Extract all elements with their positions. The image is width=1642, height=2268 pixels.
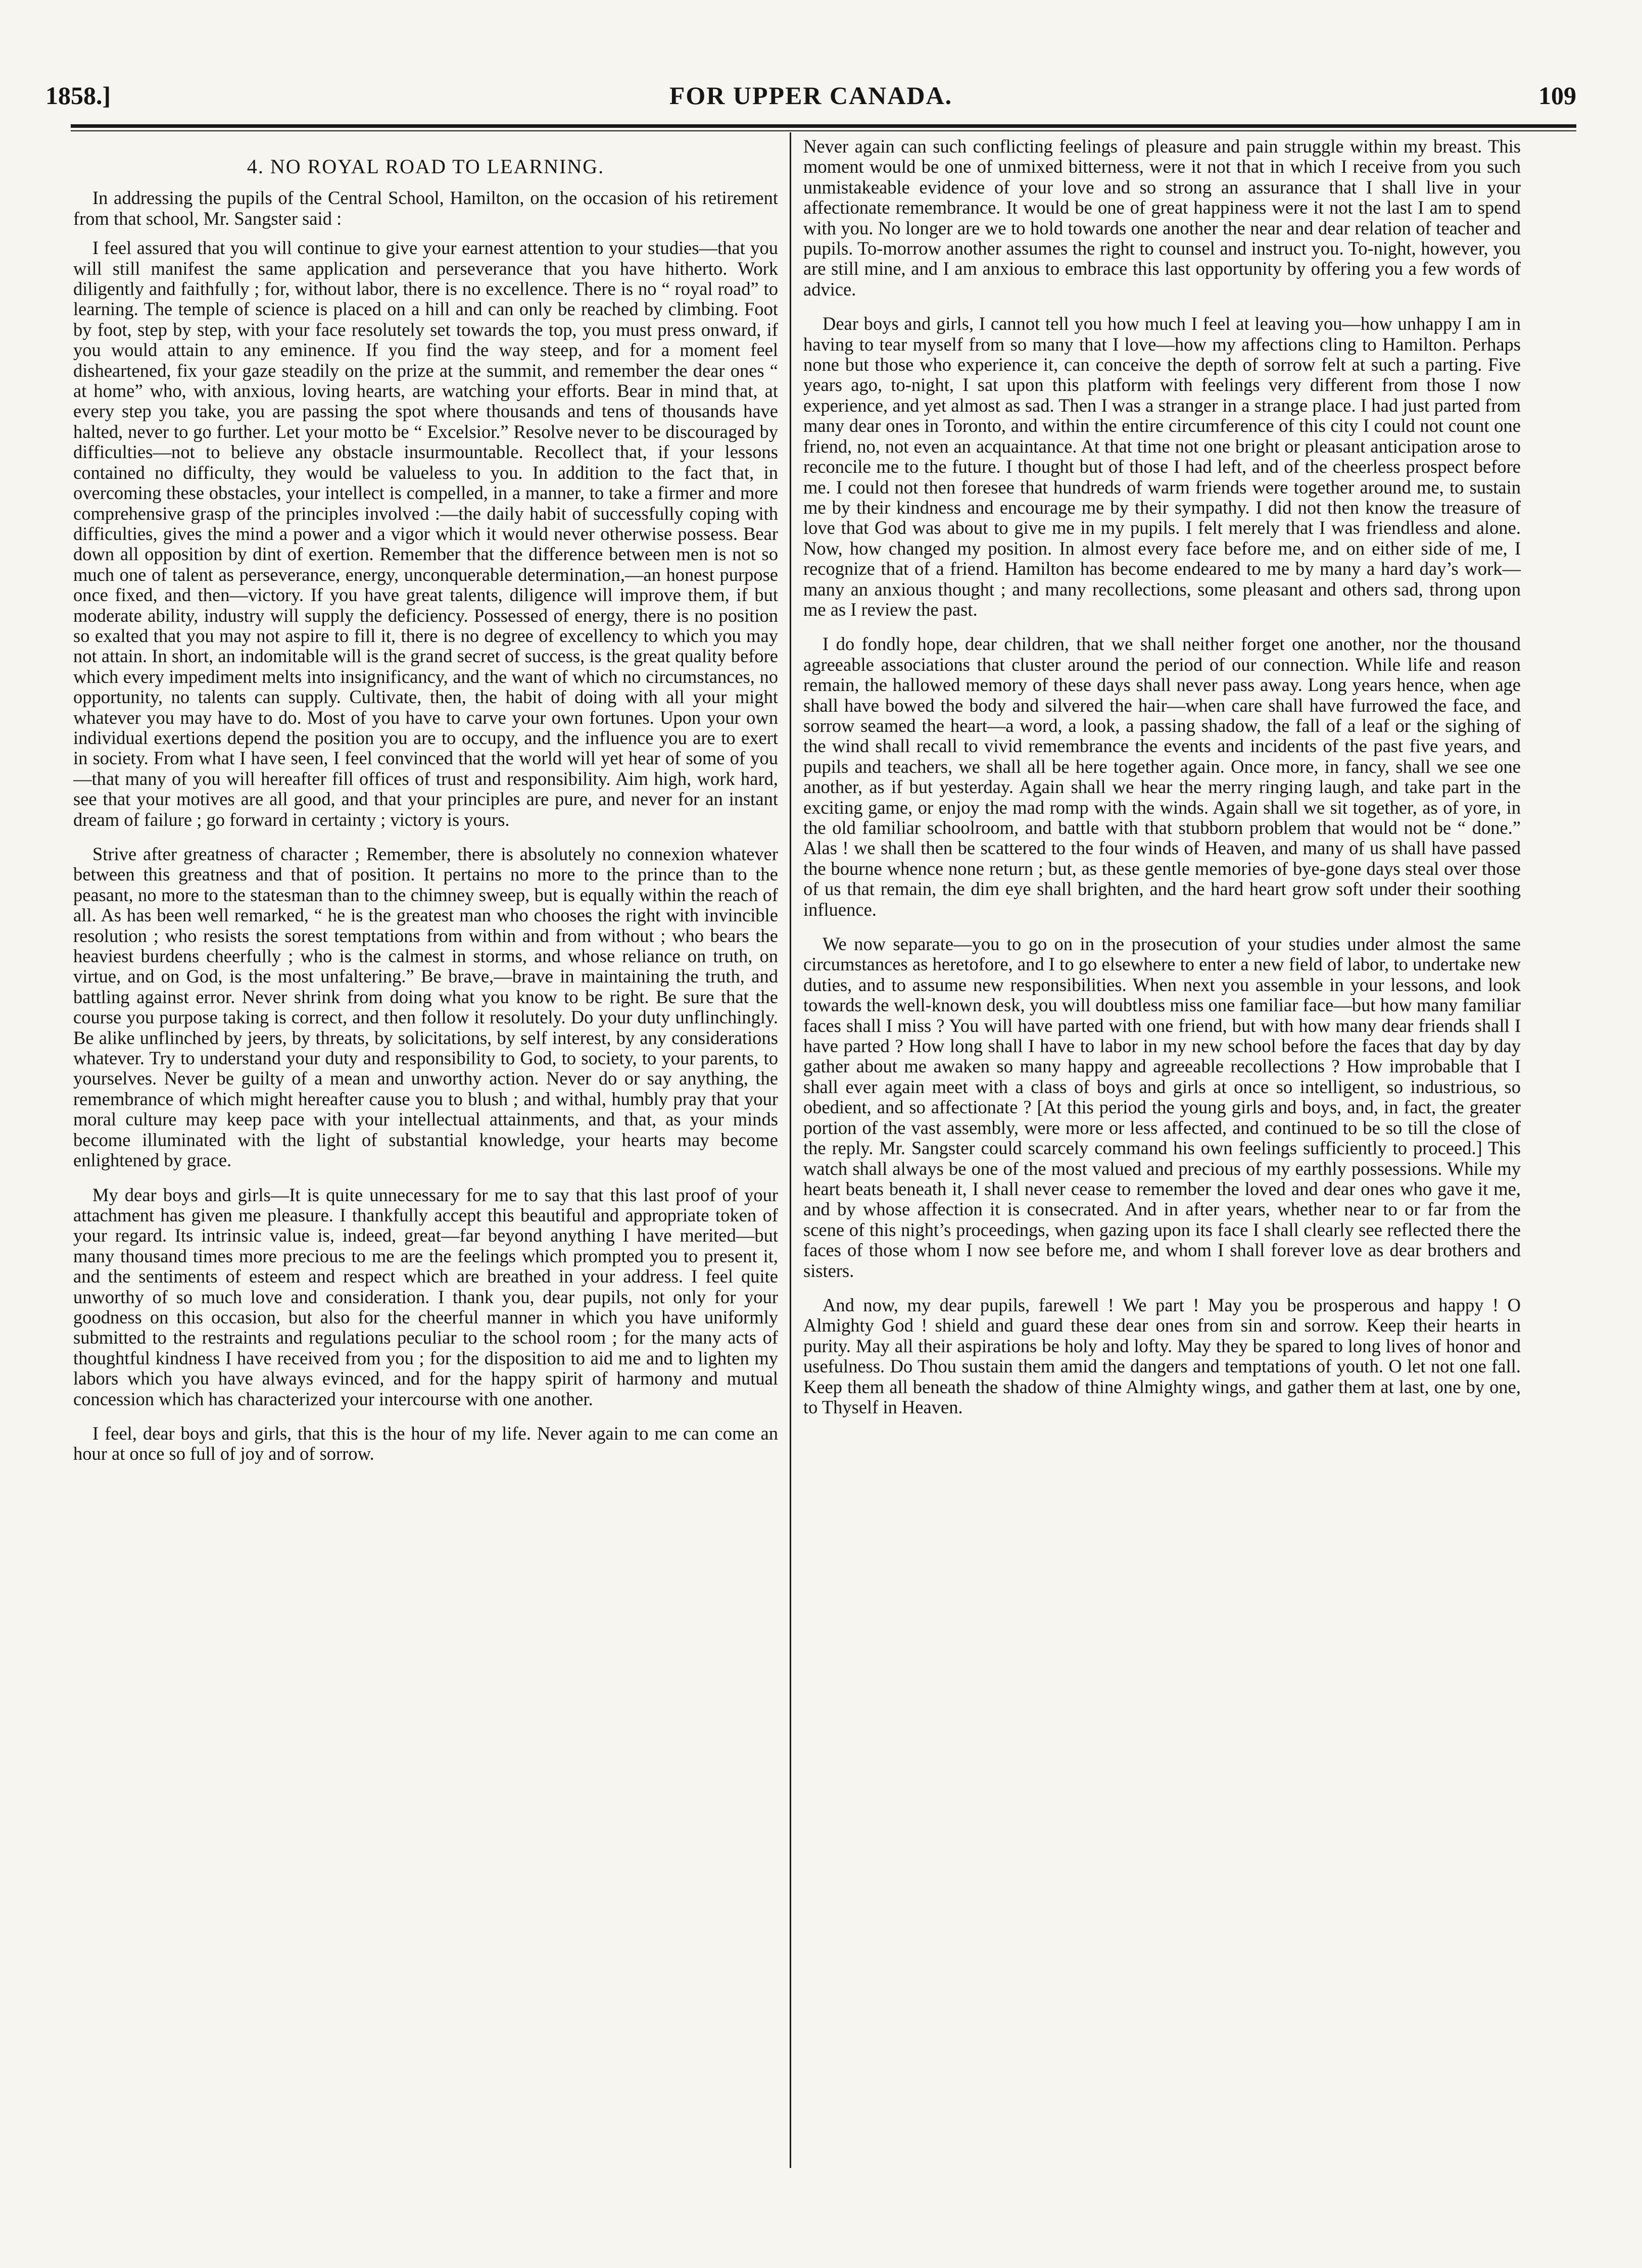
header-title: FOR UPPER CANADA. <box>669 81 953 110</box>
left-column <box>73 136 778 2197</box>
page-header <box>45 81 1576 121</box>
right-column <box>803 136 1521 2187</box>
page-number: 109 <box>1538 81 1576 110</box>
column-separator <box>790 132 791 2168</box>
paragraph: I feel assured that you will continue to give your earnest attention to your studies—that you will still manifest the same application and perseverance that you have hitherto. Work diligently and faithfully ; for, without labor, there is no excellence. There is no “ royal road” to learning. The temple of science is placed on a hill and can only be reached by climbing. Foot by foot, step by step, with your face resolutely set towards the top, you must press onward, if you would attain to any eminence. If you find the way steep, and for a moment feel disheartened, fix your gaze steadily on the prize at the summit, and remember the dear ones “ at home” who, with anxious, loving hearts, are watching your efforts. Bear in mind that, at every step you take, you are passing the spot where thousands and tens of thousands have halted, never to go further. Let your motto be “ Excelsior.” Resolve never to be discouraged by difficulties—not to believe any obstacle insurmountable. Recollect that, if your lessons contained no difficulty, they would be valueless to you. In addition to the fact that, in overcoming these obstacles, your intellect is compelled, in a manner, to take a firmer and more comprehensive grasp of the principles involved :—the daily habit of successfully coping with difficulties, gives the mind a power and a vigor which it would never otherwise possess. Bear down all opposition by dint of exertion. Remember that the difference between men is not so much one of talent as perseverance, energy, unconquerable determination,—an honest purpose once fixed, and then—victory. If you have great talents, diligence will improve them, if but moderate ability, industry will supply the deficiency. Possessed of energy, there is no position so exalted that you may not aspire to fill it, there is no degree of excellency to which you may not attain. In short, an indomitable will is the grand secret of success, is the great quality before which every impediment melts into insignificancy, and the want of which no circumstances, no opportunity, no talents can supply. Cultivate, then, the habit of doing with all your might whatever you may have to do. Most of you have to carve your own fortunes. Upon your own individual exertions depend the position you are to occupy, and the influence you are to exert in society. From what I have seen, I feel convinced that the world will yet hear of some of you—that many of you will hereafter fill offices of trust and responsibility. Aim high, work hard, see that your motives are all good, and that your principles are pure, and never for an instant dream of failure ; go forward in certainty ; victory is yours. <box>73 237 778 830</box>
article-intro: In addressing the pupils of the Central School, Hamilton, on the occasion of his retirement from that school, Mr. Sangster said : <box>73 187 778 229</box>
paragraph: We now separate—you to go on in the prosecution of your studies under almost the same circumstances as heretofore, and I to go elsewhere to enter a new field of labor, to undertake new duties, and to assume new responsibilities. When next you assemble in your lessons, and look towards the well-known desk, you will doubtless miss one familiar face—but how many familiar faces shall I miss ? You will have parted with one friend, but with how many dear friends shall I have parted ? How long shall I have to labor in my new school before the faces that day by day gather about me awaken so many happy and agreeable recollections ? How improbable that I shall ever again meet with a class of boys and girls at once so intelligent, so industrious, so obedient, and so affectionate ? [At this period the young girls and boys, and, in fact, the greater portion of the vast assembly, were more or less affected, and continued to be so till the close of the reply. Mr. Sangster could scarcely command his own feelings sufficiently to proceed.] This watch shall always be one of the most valued and precious of my earthly possessions. While my heart beats beneath it, I shall never cease to remember the loved and dear ones who gave it me, and by whose affection it is consecrated. And in after years, whether near to or far from the scene of this night’s proceedings, when gazing upon its face I shall clearly see reflected there the faces of those whom I now see before me, and whom I shall forever love as dear brothers and sisters. <box>803 933 1521 1281</box>
paragraph: Dear boys and girls, I cannot tell you how much I feel at leaving you—how unhappy I am in having to tear myself from so many that I love—how my affections cling to Hamilton. Perhaps none but those who experience it, can conceive the depth of sorrow felt at such a parting. Five years ago, to-night, I sat upon this platform with feelings very different from those I now experience, and yet almost as sad. Then I was a stranger in a strange place. I had just parted from many dear ones in Toronto, and within the entire circumference of this city I could not count one friend, no, not even an acquaintance. At that time not one bright or pleasant anticipation arose to reconcile me to the future. I thought but of those I had left, and of the cheerless prospect before me. I could not then foresee that hundreds of warm friends were together around me, to sustain me by their kindness and encourage me by their sympathy. I did not then know the treasure of love that God was about to give me in my pupils. I felt merely that I was friendless and alone. Now, how changed my position. In almost every face before me, and on either side of me, I recognize that of a friend. Hamilton has become endeared to me by many a hard day’s work—many an anxious thought ; and many recollections, some pleasant and others sad, throng upon me as I review the past. <box>803 313 1521 620</box>
paragraph: I feel, dear boys and girls, that this is the hour of my life. Never again to me can come an hour at once so full of joy and of sorrow. <box>73 1422 778 1464</box>
paragraph: I do fondly hope, dear children, that we shall neither forget one another, nor the thousand agreeable associations that cluster around the period of our connection. While life and reason remain, the hallowed memory of these days shall never pass away. Long years hence, when age shall have bowed the body and silvered the hair—when care shall have furrowed the face, and sorrow seamed the heart—a word, a look, a passing shadow, the fall of a leaf or the sighing of the wind shall recall to vivid remembrance the events and incidents of the past five years, and pupils and teachers, we shall all be here together again. Once more, in fancy, shall we see one another, as if but yesterday. Again shall we hear the merry ringing laugh, and take part in the exciting game, or enjoy the mad romp with the winds. Again shall we sit together, as of yore, in the old familiar schoolroom, and battle with that stubborn problem that would not be “ done.” Alas ! we shall then be scattered to the four winds of Heaven, and many of us shall have passed the bourne whence none return ; but, as these gentle memories of bye-gone days steal over those of us that remain, the dim eye shall brighten, and the hard heart grow soft under their soothing influence. <box>803 633 1521 920</box>
paragraph: And now, my dear pupils, farewell ! We part ! May you be prosperous and happy ! O Almighty God ! shield and guard these dear ones from sin and sorrow. Keep their hearts in purity. May all their aspirations be holy and lofty. May they be spared to long lives of honor and usefulness. Do Thou sustain them amid the dangers and temptations of youth. O let not one fall. Keep them all beneath the shadow of thine Almighty wings, and gather them at last, one by one, to Thyself in Heaven. <box>803 1294 1521 1417</box>
header-year: 1858.] <box>45 81 111 110</box>
paragraph: Never again can such conflicting feelings of pleasure and pain struggle within my breast. This moment would be one of unmixed bitterness, were it not that in which I receive from you such unmistakeable evidence of your love and so strong an assurance that I shall live in your affectionate remembrance. It would be one of great happiness were it not the last I am to spend with you. No longer are we to hold towards one another the near and dear relation of teacher and pupils. To-morrow another assumes the right to counsel and instruct you. To-night, however, you are still mine, and I am anxious to embrace this last opportunity by offering you a few words of advice. <box>803 136 1521 300</box>
header-rule-thick <box>71 124 1576 128</box>
paragraph: Strive after greatness of character ; Remember, there is absolutely no connexion whatever between this greatness and that of position. It pertains no more to the prince than to the peasant, no more to the statesman than to the chimney sweep, but is equally within the reach of all. As has been well remarked, “ he is the greatest man who chooses the right with invincible resolution ; who resists the sorest temptations from within and from without ; who bears the heaviest burdens cheerfully ; who is the calmest in storms, and whose reliance on truth, on virtue, and on God, is the most unfaltering.” Be brave,—brave in maintaining the truth, and battling against error. Never shrink from doing what you know to be right. Be sure that the course you purpose taking is correct, and then follow it resolutely. Do your duty unflinchingly. Be alike unflinched by jeers, by threats, by solicitations, by self interest, by any considerations whatever. Try to understand your duty and responsibility to God, to society, to your parents, to yourselves. Never be guilty of a mean and unworthy action. Never do or say anything, the remembrance of which might hereafter cause you to blush ; and withal, humbly pray that your moral culture may keep pace with your intellectual attainments, and that, as your minds become illuminated with the light of substantial knowledge, your hearts may become enlightened by grace. <box>73 844 778 1171</box>
article-title: 4. NO ROYAL ROAD TO LEARNING. <box>247 155 605 178</box>
paragraph: My dear boys and girls—It is quite unnecessary for me to say that this last proof of your attachment has given me pleasure. I thankfully accept this beautiful and appropriate token of your regard. Its intrinsic value is, indeed, great—far beyond anything I have merited—but many thousand times more precious to me are the feelings which prompted you to present it, and the sentiments of esteem and respect which are breathed in your address. I feel quite unworthy of so much love and consideration. I thank you, dear pupils, not only for your goodness on this occasion, but also for the cheerful manner in which you have uniformly submitted to the restraints and regulations peculiar to the school room ; for the many acts of thoughtful kindness I have received from you ; for the disposition to aid me and to lighten my labors which you have always evinced, and for the happy spirit of harmony and mutual concession which has characterized your intercourse with one another. <box>73 1184 778 1409</box>
header-rule-thin <box>71 130 1576 131</box>
